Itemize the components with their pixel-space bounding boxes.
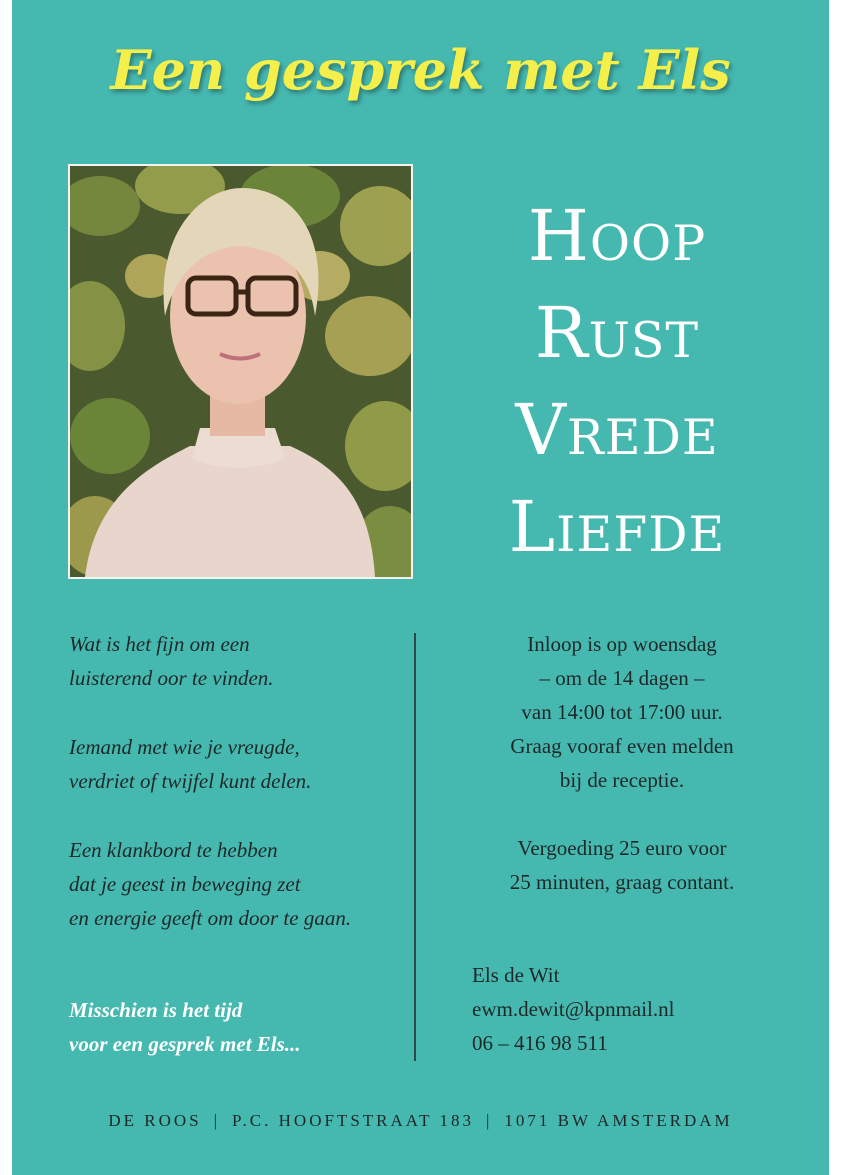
value-rest: Rust bbox=[534, 292, 700, 374]
closing-invitation: Misschien is het tijd voor een gesprek met Els... bbox=[69, 998, 301, 1056]
intro-paragraph-1: Wat is het fijn om een luisterend oor te vinden. bbox=[69, 632, 274, 690]
footer-place: DE ROOS bbox=[108, 1111, 202, 1130]
contact-phone[interactable]: 06 – 416 98 511 bbox=[472, 1031, 608, 1055]
footer-separator: | bbox=[486, 1111, 493, 1130]
footer-city: 1071 BW AMSTERDAM bbox=[504, 1111, 733, 1130]
value-peace: Vrede bbox=[515, 389, 719, 471]
schedule-text: Inloop is op woensdag – om de 14 dagen – van 14:00 tot 17:00 uur. Graag vooraf even melden bij de receptie. bbox=[510, 632, 734, 792]
values-list bbox=[452, 188, 782, 576]
footer-separator: | bbox=[213, 1111, 220, 1130]
intro-paragraph-3: Een klankbord te hebben dat je geest in beweging zet en energie geeft om door te gaan. bbox=[69, 838, 352, 930]
column-divider bbox=[414, 633, 416, 1061]
contact-email[interactable]: ewm.dewit@kpnmail.nl bbox=[472, 997, 675, 1021]
value-hope: Hoop bbox=[527, 195, 707, 277]
intro-text bbox=[69, 627, 409, 1056]
poster-title: Een gesprek met Els bbox=[110, 38, 731, 102]
contact-name: Els de Wit bbox=[472, 963, 560, 987]
portrait-illustration bbox=[70, 166, 411, 577]
intro-paragraph-2: Iemand met wie je vreugde, verdriet of twijfel kunt delen. bbox=[69, 735, 312, 793]
value-love: Liefde bbox=[508, 486, 726, 568]
contact-block bbox=[472, 958, 812, 1060]
footer-address bbox=[12, 1111, 829, 1131]
schedule-info bbox=[442, 627, 802, 933]
fee-text: Vergoeding 25 euro voor 25 minuten, graag contant. bbox=[509, 836, 735, 894]
portrait-photo bbox=[68, 164, 413, 579]
poster bbox=[12, 0, 829, 1175]
footer-street: P.C. HOOFTSTRAAT 183 bbox=[231, 1111, 474, 1130]
